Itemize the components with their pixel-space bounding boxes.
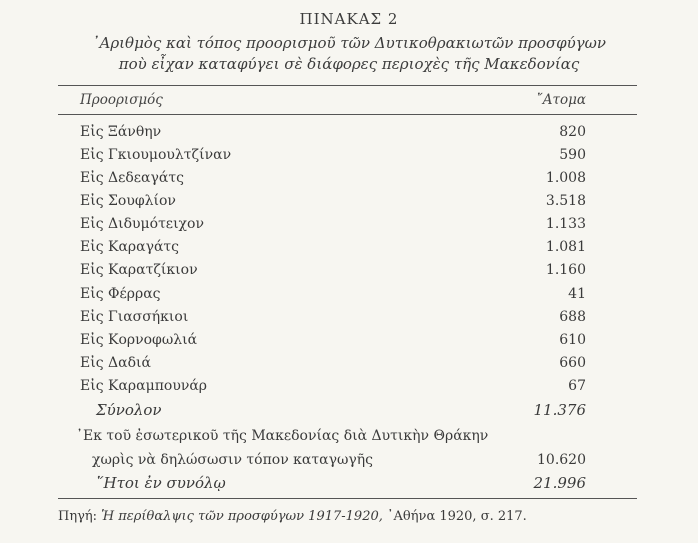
row-persons: 688 [559,309,586,325]
row-destination: Εἰς Καραμπουνάρ [80,378,208,394]
row-persons: 1.160 [545,262,586,278]
row-destination: Εἰς Γκιουμουλτζίναν [80,147,232,163]
interior-note-line1: ᾿Εκ τοῦ ἐσωτερικοῦ τῆς Μακεδονίας διὰ Δυτικὴν Θράκην [76,428,489,444]
table-row [0,309,698,331]
table-subtitle-line1: ᾿Αριθμὸς καὶ τόπος προορισμοῦ τῶν Δυτικοθρακιωτῶν προσφύγων [92,34,606,52]
table-row [0,378,698,400]
table-row [0,262,698,284]
row-destination: Εἰς Καραγάτς [80,239,180,255]
grand-total-row [0,474,698,496]
table-row [0,286,698,308]
table-title: ΠΙΝΑΚΑΣ 2 [299,10,399,28]
grand-total-label: ῞Ητοι ἐν συνόλῳ [96,474,226,492]
source-work-title: Ἡ περίθαλψις τῶν προσφύγων 1917-1920, [101,509,383,524]
row-persons: 41 [568,286,586,302]
row-destination: Εἰς Γιασσήκιοι [80,309,189,325]
source-prefix: Πηγή: [58,509,98,524]
top-rule [58,85,637,86]
row-persons: 1.081 [545,239,586,255]
grand-total-value: 21.996 [533,474,586,492]
row-persons: 590 [559,147,586,163]
row-persons: 3.518 [545,193,586,209]
table-row [0,355,698,377]
table-row [0,239,698,261]
row-destination: Εἰς Καρατζίκιον [80,262,198,278]
row-destination: Εἰς Δεδεαγάτς [80,170,184,186]
table-row [0,147,698,169]
row-destination: Εἰς Διδυμότειχον [80,216,204,232]
interior-note-line2: χωρὶς νὰ δηλώσωσιν τόπον καταγωγῆς [92,452,373,468]
header-rule [58,114,637,115]
row-destination: Εἰς Κορνοφωλιά [80,332,198,348]
row-destination: Εἰς Δαδιά [80,355,151,371]
row-destination: Εἰς Φέρρας [80,286,161,302]
column-header-persons: ῎Ατομα [536,92,586,108]
interior-row [0,452,698,474]
row-persons: 1.133 [545,216,586,232]
row-persons: 1.008 [545,170,586,186]
row-destination: Εἰς Ξάνθην [80,124,162,140]
row-persons: 610 [559,332,586,348]
column-header-destination: Προορισμός [80,92,163,108]
source-note [58,509,527,524]
row-persons: 660 [559,355,586,371]
table-row [0,193,698,215]
interior-value: 10.620 [537,452,586,468]
table-row [0,332,698,354]
subtotal-row [0,401,698,423]
table-row [0,216,698,238]
table-row [0,170,698,192]
bottom-rule [58,498,637,499]
table-subtitle-line2: ποὺ εἶχαν καταφύγει σὲ διάφορες περιοχὲς τῆς Μακεδονίας [118,55,580,73]
subtotal-value: 11.376 [533,401,586,419]
subtotal-label: Σύνολον [96,401,162,419]
table-row [0,124,698,146]
source-publication: ᾿Αθήνα 1920, σ. 217. [387,509,527,524]
row-persons: 820 [559,124,586,140]
row-persons: 67 [568,378,586,394]
row-destination: Εἰς Σουφλίον [80,193,176,209]
